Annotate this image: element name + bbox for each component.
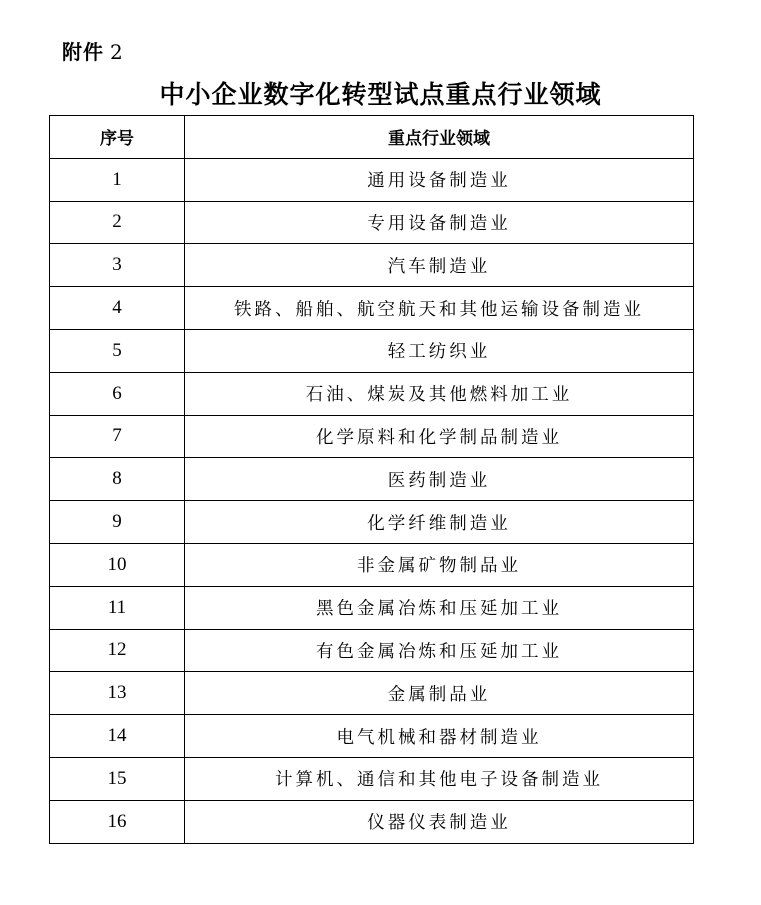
row-sector: 汽车制造业 <box>185 244 694 287</box>
table-row <box>50 329 694 372</box>
row-number: 16 <box>50 800 185 843</box>
row-sector: 电气机械和器材制造业 <box>185 715 694 758</box>
table-row <box>50 586 694 629</box>
row-number: 4 <box>50 287 185 330</box>
table-row <box>50 287 694 330</box>
row-number: 2 <box>50 201 185 244</box>
row-sector: 黑色金属冶炼和压延加工业 <box>185 586 694 629</box>
row-number: 1 <box>50 158 185 201</box>
table-row <box>50 629 694 672</box>
row-sector: 仪器仪表制造业 <box>185 800 694 843</box>
row-sector: 化学原料和化学制品制造业 <box>185 415 694 458</box>
attachment-label <box>62 36 124 65</box>
table-row <box>50 458 694 501</box>
table-row <box>50 372 694 415</box>
row-sector: 计算机、通信和其他电子设备制造业 <box>185 757 694 800</box>
column-header-number: 序号 <box>50 116 185 159</box>
row-number: 13 <box>50 672 185 715</box>
table-row <box>50 715 694 758</box>
row-sector: 有色金属冶炼和压延加工业 <box>185 629 694 672</box>
table-row <box>50 244 694 287</box>
table-row <box>50 415 694 458</box>
row-number: 11 <box>50 586 185 629</box>
document-title: 中小企业数字化转型试点重点行业领域 <box>159 80 602 109</box>
table-row <box>50 672 694 715</box>
row-sector: 铁路、船舶、航空航天和其他运输设备制造业 <box>185 287 694 330</box>
row-sector: 医药制造业 <box>185 458 694 501</box>
row-sector: 金属制品业 <box>185 672 694 715</box>
row-number: 15 <box>50 757 185 800</box>
row-number: 12 <box>50 629 185 672</box>
table-row <box>50 501 694 544</box>
row-number: 14 <box>50 715 185 758</box>
row-number: 8 <box>50 458 185 501</box>
table-row <box>50 201 694 244</box>
sector-table <box>49 115 694 844</box>
row-number: 6 <box>50 372 185 415</box>
row-number: 10 <box>50 543 185 586</box>
table-row <box>50 800 694 843</box>
attachment-label-text: 附件 <box>62 40 104 64</box>
row-sector: 通用设备制造业 <box>185 158 694 201</box>
table-row <box>50 543 694 586</box>
row-sector: 化学纤维制造业 <box>185 501 694 544</box>
row-sector: 轻工纺织业 <box>185 329 694 372</box>
row-number: 5 <box>50 329 185 372</box>
row-sector: 专用设备制造业 <box>185 201 694 244</box>
row-sector: 石油、煤炭及其他燃料加工业 <box>185 372 694 415</box>
row-number: 9 <box>50 501 185 544</box>
column-header-sector: 重点行业领域 <box>185 116 694 159</box>
row-number: 3 <box>50 244 185 287</box>
row-sector: 非金属矿物制品业 <box>185 543 694 586</box>
row-number: 7 <box>50 415 185 458</box>
table-row <box>50 158 694 201</box>
table-row <box>50 757 694 800</box>
table-header-row <box>50 116 694 159</box>
attachment-number: 2 <box>110 40 124 64</box>
